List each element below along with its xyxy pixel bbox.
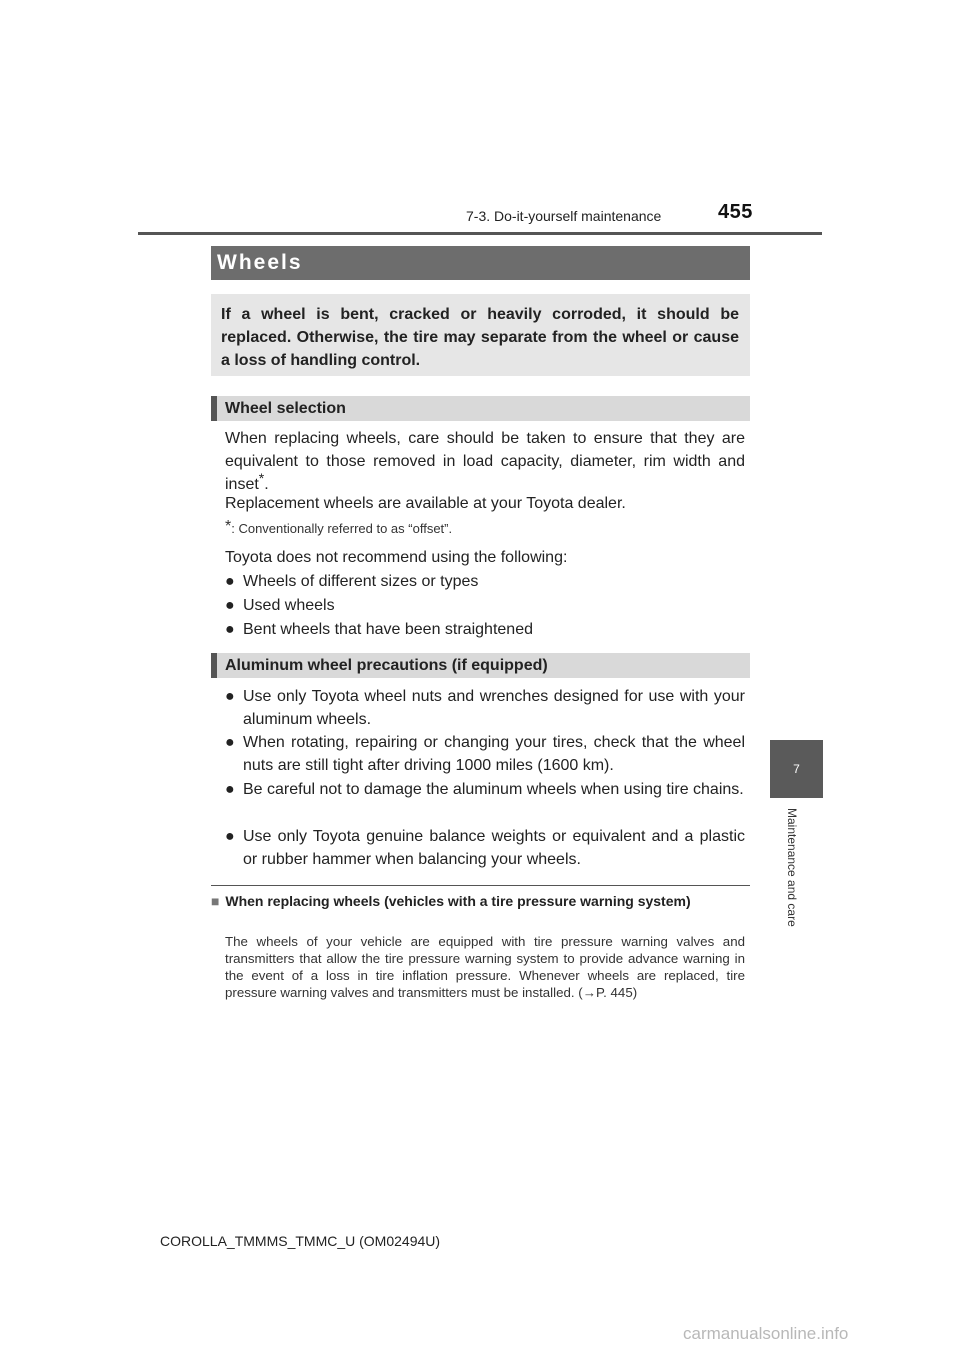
list-item-text: Bent wheels that have been straightened bbox=[243, 621, 533, 638]
aluminum-heading-text: Aluminum wheel precautions (if equipped) bbox=[225, 657, 548, 674]
wheel-selection-paragraph bbox=[225, 427, 745, 496]
footnote-text: : Conventionally referred to as “offset”. bbox=[231, 521, 453, 536]
list-item-text: When rotating, repairing or changing your tires, check that the wheel nuts are still tight after driving 1000 miles (1600 km). bbox=[243, 734, 745, 774]
bullet-icon: ● bbox=[225, 734, 235, 751]
chapter-tab bbox=[770, 740, 823, 798]
bullet-icon: ● bbox=[225, 688, 235, 705]
chapter-label bbox=[783, 808, 799, 958]
wheel-selection-heading-text: Wheel selection bbox=[225, 400, 346, 417]
intro-box bbox=[211, 294, 750, 376]
list-item-text: Used wheels bbox=[243, 597, 335, 614]
not-recommend-text: Toyota does not recommend using the following: bbox=[225, 549, 568, 566]
bullet-icon: ● bbox=[225, 828, 235, 845]
header-divider bbox=[138, 232, 822, 235]
wheel-selection-text: When replacing wheels, care should be taken to ensure that they are equivalent to those removed in load capacity, diameter, rim width and inset bbox=[225, 430, 745, 493]
bullet-icon: ● bbox=[225, 573, 235, 590]
sentence-end: . bbox=[264, 476, 269, 493]
footnote-asterisk: * bbox=[225, 518, 232, 535]
chapter-number: 7 bbox=[793, 762, 800, 776]
note-body: The wheels of your vehicle are equipped with tire pressure warning valves and transmitters that allow the tire pressure warning system to provide advance warning in the event of a loss in tire inflation pressure. Whenever wheels are replaced, tire pressure warning valves and transmitters must be installed. (→P. 445) bbox=[225, 934, 745, 1000]
footnote bbox=[225, 518, 452, 536]
note-divider bbox=[211, 885, 750, 886]
dealer-paragraph: Replacement wheels are available at your Toyota dealer. bbox=[225, 495, 626, 512]
list-item-text: Use only Toyota wheel nuts and wrenches designed for use with your aluminum wheels. bbox=[243, 688, 745, 728]
aluminum-heading bbox=[211, 653, 750, 678]
bullet-icon: ● bbox=[225, 621, 235, 638]
page-title: Wheels bbox=[217, 251, 303, 274]
intro-text: If a wheel is bent, cracked or heavily corroded, it should be replaced. Otherwise, the tire may separate from the wheel or cause a loss of handling control. bbox=[221, 306, 739, 369]
list-item-text: Use only Toyota genuine balance weights or equivalent and a plastic or rubber hammer when balancing your wheels. bbox=[243, 828, 745, 868]
title-bar bbox=[211, 246, 750, 280]
watermark: carmanualsonline.info bbox=[683, 1324, 849, 1343]
asterisk-marker: * bbox=[258, 470, 265, 486]
bullet-icon: ● bbox=[225, 597, 235, 614]
document-code: COROLLA_TMMMS_TMMC_U (OM02494U) bbox=[160, 1233, 441, 1249]
wheel-selection-heading bbox=[211, 396, 750, 421]
square-bullet-icon: ■ bbox=[211, 893, 220, 909]
note-heading-text: When replacing wheels (vehicles with a tire pressure warning system) bbox=[225, 893, 691, 909]
bullet-icon: ● bbox=[225, 781, 235, 798]
list-item-text: Wheels of different sizes or types bbox=[243, 573, 479, 590]
heading-marker bbox=[211, 396, 217, 421]
section-title: 7-3. Do-it-yourself maintenance bbox=[466, 208, 662, 224]
heading-marker bbox=[211, 653, 217, 678]
note-heading bbox=[211, 893, 750, 910]
chapter-label-text: Maintenance and care bbox=[785, 808, 799, 927]
page-number: 455 bbox=[718, 201, 753, 223]
list-item-text: Be careful not to damage the aluminum wheels when using tire chains. bbox=[243, 781, 744, 798]
